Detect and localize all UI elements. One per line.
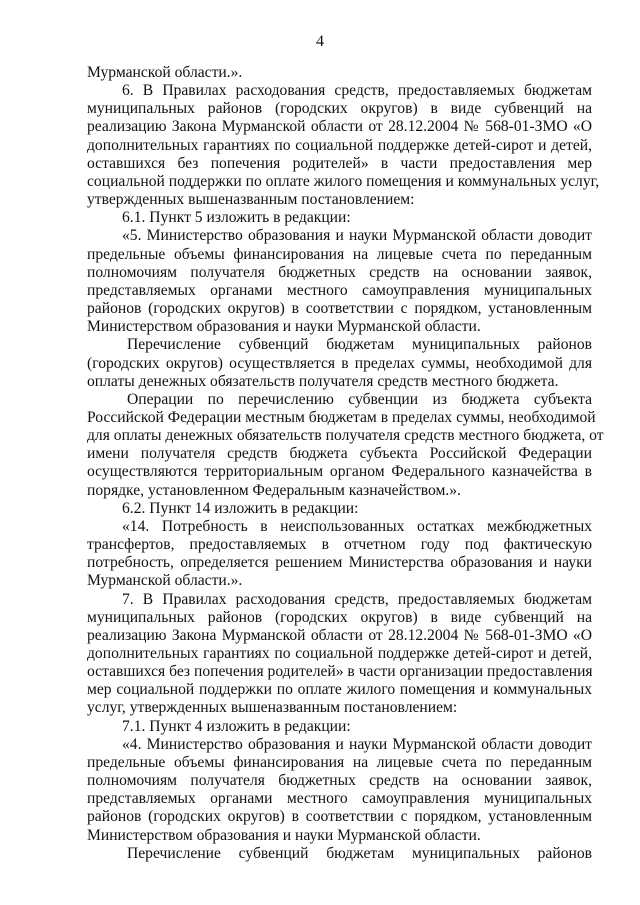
text-line: реализацию Закона Мурманской области от 28.12.2004 № 568-01-ЗМО «О xyxy=(87,626,592,644)
text-line: трансфертов, предоставляемых в отчетном году под фактическую xyxy=(87,536,592,554)
text-line: потребность, определяется решением Министерства образования и науки xyxy=(87,554,592,572)
text-line: 6.2. Пункт 14 изложить в редакции: xyxy=(122,499,359,517)
text-line: 7.1. Пункт 4 изложить в редакции: xyxy=(122,717,351,735)
text-line: услуг, утвержденных вышеназванным постановлением: xyxy=(87,699,458,717)
text-line: для оплаты денежных обязательств получателя средств местного бюджета, от xyxy=(87,427,604,445)
text-line: Министерством образования и науки Мурманской области. xyxy=(87,826,481,844)
text-line: Российской Федерации местным бюджетам в пределах суммы, необходимой xyxy=(87,408,596,426)
text-line: представляемых органами местного самоуправления муниципальных xyxy=(87,790,592,808)
text-line: Министерством образования и науки Мурманской области. xyxy=(87,318,481,336)
text-line: мер социальной поддержки по оплате жилого помещения и коммунальных xyxy=(87,681,592,699)
text-line: Операции по перечислению субвенции из бюджета субъекта xyxy=(127,390,592,408)
text-line: представляемых органами местного самоуправления муниципальных xyxy=(87,281,592,299)
text-line: дополнительных гарантиях по социальной поддержке детей-сирот и детей, xyxy=(87,645,592,662)
text-line: «5. Министерство образования и науки Мурманской области доводит xyxy=(122,227,592,245)
text-line: имени получателя средств бюджета субъекта Российской Федерации xyxy=(87,445,592,463)
page-number: 4 xyxy=(316,33,324,50)
text-line: 7. В Правилах расходования средств, предоставляемых бюджетам xyxy=(122,590,592,608)
text-line: Перечисление субвенций бюджетам муниципальных районов xyxy=(127,336,592,354)
text-line: Мурманской области.». xyxy=(87,64,243,81)
text-line: (городских округов) осуществляется в пределах суммы, необходимой для xyxy=(87,354,592,372)
text-line: районов (городских округов) в соответствии с порядком, установленным xyxy=(87,808,592,826)
text-line: оплаты денежных обязательств получателя средств местного бюджета. xyxy=(87,372,559,390)
text-line: Мурманской области.». xyxy=(87,572,243,590)
text-line: «4. Министерство образования и науки Мурманской области доводит xyxy=(122,735,592,753)
text-line: социальной поддержки по оплате жилого помещения и коммунальных услуг, xyxy=(87,172,600,190)
text-line: муниципальных районов (городских округов) в виде субвенций на xyxy=(87,608,592,626)
text-line: оставшихся без попечения родителей» в части организации предоставления xyxy=(87,663,593,681)
text-line: утвержденных вышеназванным постановлением: xyxy=(87,191,415,209)
text-line: полномочиям получателя бюджетных средств на основании заявок, xyxy=(87,772,592,790)
text-line: осуществляются территориальным органом Федерального казначейства в xyxy=(87,463,592,481)
text-line: муниципальных районов (городских округов) в виде субвенций на xyxy=(87,100,592,118)
text-line: оставшихся без попечения родителей» в части предоставления мер xyxy=(87,154,592,172)
text-line: предельные объемы финансирования на лицевые счета по переданным xyxy=(87,245,592,263)
text-line: Перечисление субвенций бюджетам муниципальных районов xyxy=(127,844,592,862)
text-line: дополнительных гарантиях по социальной поддержке детей-сирот и детей, xyxy=(87,136,592,154)
document-body xyxy=(87,64,604,863)
text-line: порядке, установленном Федеральным казначейством.». xyxy=(87,481,461,499)
text-line: 6.1. Пункт 5 изложить в редакции: xyxy=(122,209,351,227)
text-line: районов (городских округов) в соответствии с порядком, установленным xyxy=(87,300,592,318)
text-line: полномочиям получателя бюджетных средств на основании заявок, xyxy=(87,263,592,281)
text-line: предельные объемы финансирования на лицевые счета по переданным xyxy=(87,753,592,771)
text-line: 6. В Правилах расходования средств, предоставляемых бюджетам xyxy=(122,82,592,100)
text-line: реализацию Закона Мурманской области от 28.12.2004 № 568-01-ЗМО «О xyxy=(87,118,592,136)
text-line: «14. Потребность в неиспользованных остатках межбюджетных xyxy=(122,517,592,535)
